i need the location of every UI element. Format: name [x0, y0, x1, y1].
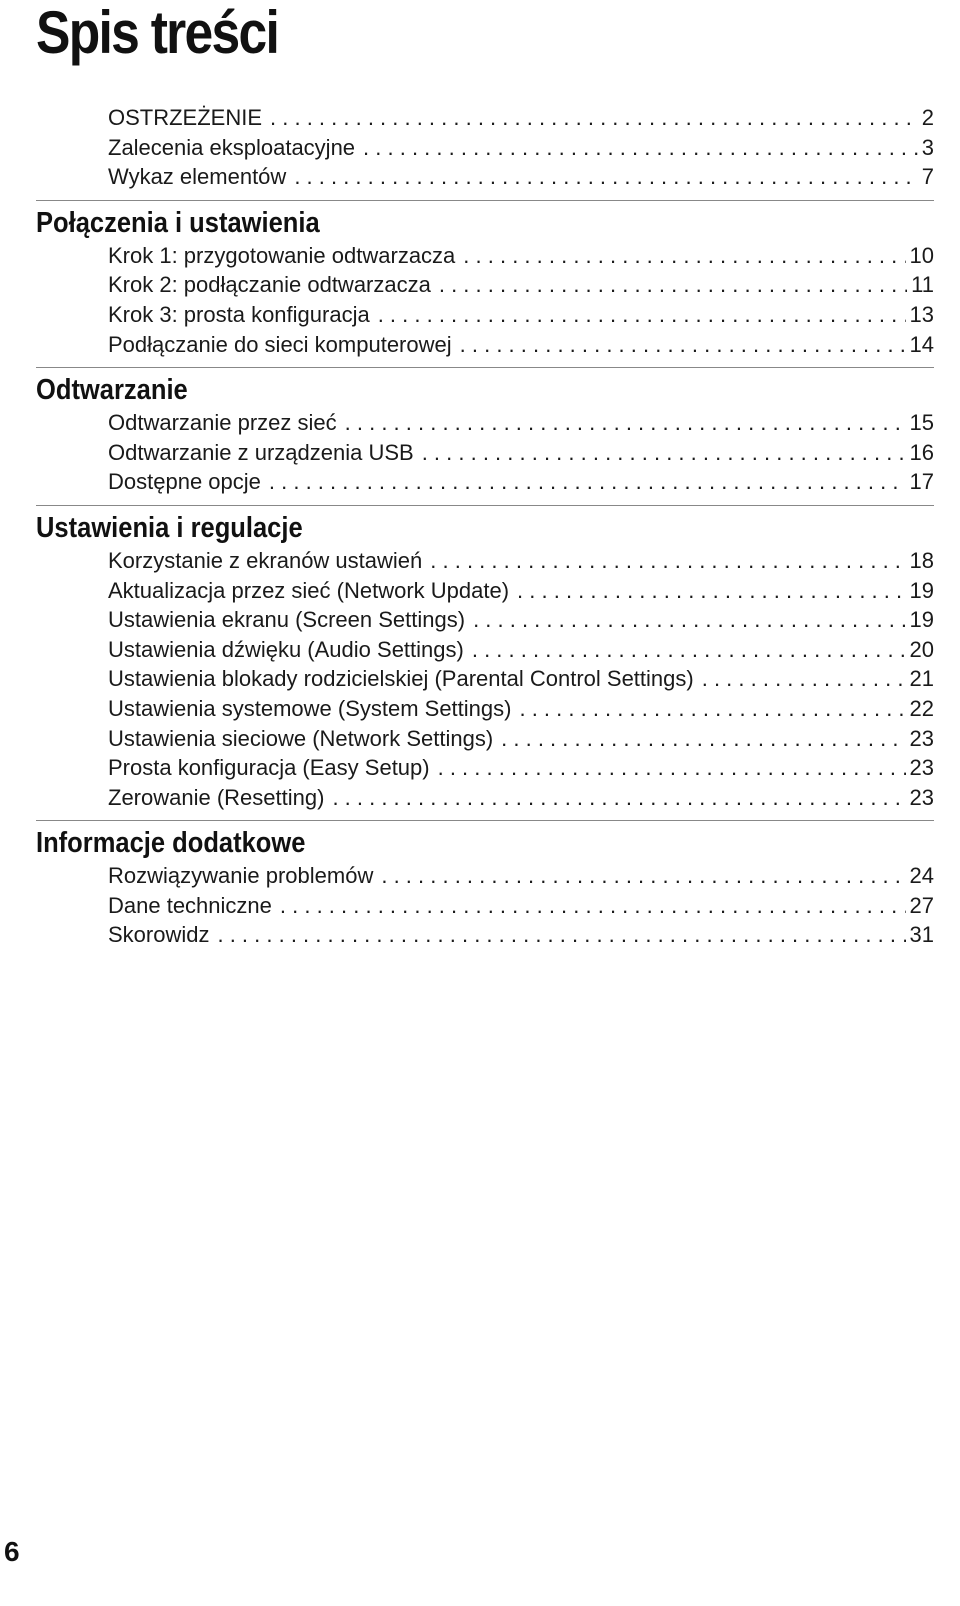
toc-entry-label: Odtwarzanie z urządzenia USB	[108, 439, 414, 465]
toc-entry-label: Dane techniczne	[108, 892, 272, 918]
toc-entry-label: Dostępne opcje	[108, 469, 261, 495]
toc-entry-page-number: 19	[909, 607, 934, 633]
dot-leader	[422, 438, 906, 468]
toc-entry-label: Zalecenia eksploatacyjne	[108, 134, 356, 160]
toc-entry-page-number: 27	[909, 892, 934, 918]
dot-leader	[463, 241, 905, 271]
toc-entry[interactable]	[36, 694, 934, 724]
toc-entry-label: Krok 3: prosta konfiguracja	[108, 301, 370, 327]
dot-leader	[472, 635, 906, 665]
toc-entry-label: Zerowanie (Resetting)	[108, 784, 325, 810]
toc-section-settings	[36, 505, 934, 812]
toc-entry[interactable]	[36, 241, 934, 271]
dot-leader	[270, 103, 918, 133]
toc-entry-label: Ustawienia systemowe (System Settings)	[108, 695, 512, 721]
toc-entry-page-number: 17	[909, 469, 934, 495]
toc-entry[interactable]	[36, 300, 934, 330]
toc-entry[interactable]	[36, 861, 934, 891]
section-heading: Informacje dodatkowe	[36, 827, 306, 860]
dot-leader	[519, 694, 905, 724]
toc-entry-page-number: 15	[909, 410, 934, 436]
toc-entry-page-number: 13	[909, 301, 934, 327]
toc-entry-page-number: 20	[909, 636, 934, 662]
toc-entry-label: Ustawienia ekranu (Screen Settings)	[108, 607, 466, 633]
page-number: 6	[4, 1536, 20, 1567]
toc-entry-page-number: 14	[909, 331, 934, 357]
toc-entry-page-number: 7	[921, 164, 934, 190]
toc-entry-label: Ustawienia sieciowe (Network Settings)	[108, 725, 494, 751]
dot-leader	[378, 300, 906, 330]
toc-entry[interactable]	[36, 664, 934, 694]
toc-entry-label: Wykaz elementów	[108, 164, 287, 190]
toc-entry-page-number: 11	[911, 272, 934, 298]
toc-entry[interactable]	[36, 605, 934, 635]
toc-entry-page-number: 21	[909, 666, 934, 692]
toc-entry-page-number: 19	[909, 577, 934, 603]
dot-leader	[280, 891, 906, 921]
toc-entry-page-number: 10	[909, 242, 934, 268]
toc-entry[interactable]	[36, 891, 934, 921]
toc-entry[interactable]	[36, 467, 934, 497]
dot-leader	[269, 467, 906, 497]
toc-entry-label: Aktualizacja przez sieć (Network Update)	[108, 577, 510, 603]
section-heading: Odtwarzanie	[36, 374, 188, 407]
toc-entry-page-number: 24	[909, 863, 934, 889]
section-entries	[36, 408, 934, 497]
toc-entry[interactable]	[36, 408, 934, 438]
dot-leader	[332, 783, 905, 813]
toc-entry-label: Podłączanie do sieci komputerowej	[108, 331, 452, 357]
toc-section-additional-info	[36, 820, 934, 950]
toc-entry-page-number: 23	[909, 725, 934, 751]
toc-entry[interactable]	[36, 546, 934, 576]
toc-entry[interactable]	[36, 920, 934, 950]
toc-section-connections	[36, 200, 934, 359]
dot-leader	[517, 576, 905, 606]
toc-section-playback	[36, 367, 934, 497]
toc-entry-label: Odtwarzanie przez sieć	[108, 410, 337, 436]
dot-leader	[438, 753, 906, 783]
toc-entry[interactable]	[36, 635, 934, 665]
toc-entry-label: Krok 2: podłączanie odtwarzacza	[108, 272, 431, 298]
page-title: Spis treści	[36, 0, 279, 66]
toc-entry-page-number: 3	[921, 134, 934, 160]
toc-entry[interactable]	[36, 103, 934, 133]
dot-leader	[381, 861, 905, 891]
table-of-contents	[36, 103, 934, 950]
dot-leader	[345, 408, 906, 438]
intro-entries	[36, 103, 934, 192]
dot-leader	[460, 330, 906, 360]
toc-entry-label: Krok 1: przygotowanie odtwarzacza	[108, 242, 456, 268]
toc-entry[interactable]	[36, 438, 934, 468]
toc-entry[interactable]	[36, 270, 934, 300]
toc-entry-label: Rozwiązywanie problemów	[108, 863, 374, 889]
dot-leader	[294, 162, 917, 192]
toc-entry-label: Ustawienia dźwięku (Audio Settings)	[108, 636, 464, 662]
dot-leader	[217, 920, 905, 950]
section-heading: Połączenia i ustawienia	[36, 206, 320, 239]
dot-leader	[473, 605, 905, 635]
dot-leader	[430, 546, 905, 576]
section-entries	[36, 241, 934, 359]
dot-leader	[702, 664, 906, 694]
section-entries	[36, 861, 934, 950]
toc-entry[interactable]	[36, 753, 934, 783]
toc-entry-label: Korzystanie z ekranów ustawień	[108, 547, 423, 573]
toc-entry-page-number: 22	[909, 695, 934, 721]
toc-entry[interactable]	[36, 783, 934, 813]
toc-entry-label: Ustawienia blokady rodzicielskiej (Parental Control Settings)	[108, 666, 694, 692]
section-entries	[36, 546, 934, 812]
toc-entry-page-number: 23	[909, 784, 934, 810]
section-heading: Ustawienia i regulacje	[36, 511, 303, 544]
toc-entry-label: Prosta konfiguracja (Easy Setup)	[108, 755, 430, 781]
toc-entry[interactable]	[36, 576, 934, 606]
dot-leader	[439, 270, 907, 300]
toc-entry-page-number: 31	[909, 922, 934, 948]
toc-entry-label: Skorowidz	[108, 922, 210, 948]
dot-leader	[363, 133, 918, 163]
toc-entry[interactable]	[36, 330, 934, 360]
toc-entry[interactable]	[36, 133, 934, 163]
toc-entry-page-number: 23	[909, 755, 934, 781]
toc-entry-page-number: 2	[921, 105, 934, 130]
toc-entry-label: OSTRZEŻENIE	[108, 105, 263, 130]
dot-leader	[501, 724, 905, 754]
toc-entry-page-number: 18	[909, 547, 934, 573]
toc-entry[interactable]	[36, 162, 934, 192]
toc-entry[interactable]	[36, 724, 934, 754]
toc-entry-page-number: 16	[909, 439, 934, 465]
